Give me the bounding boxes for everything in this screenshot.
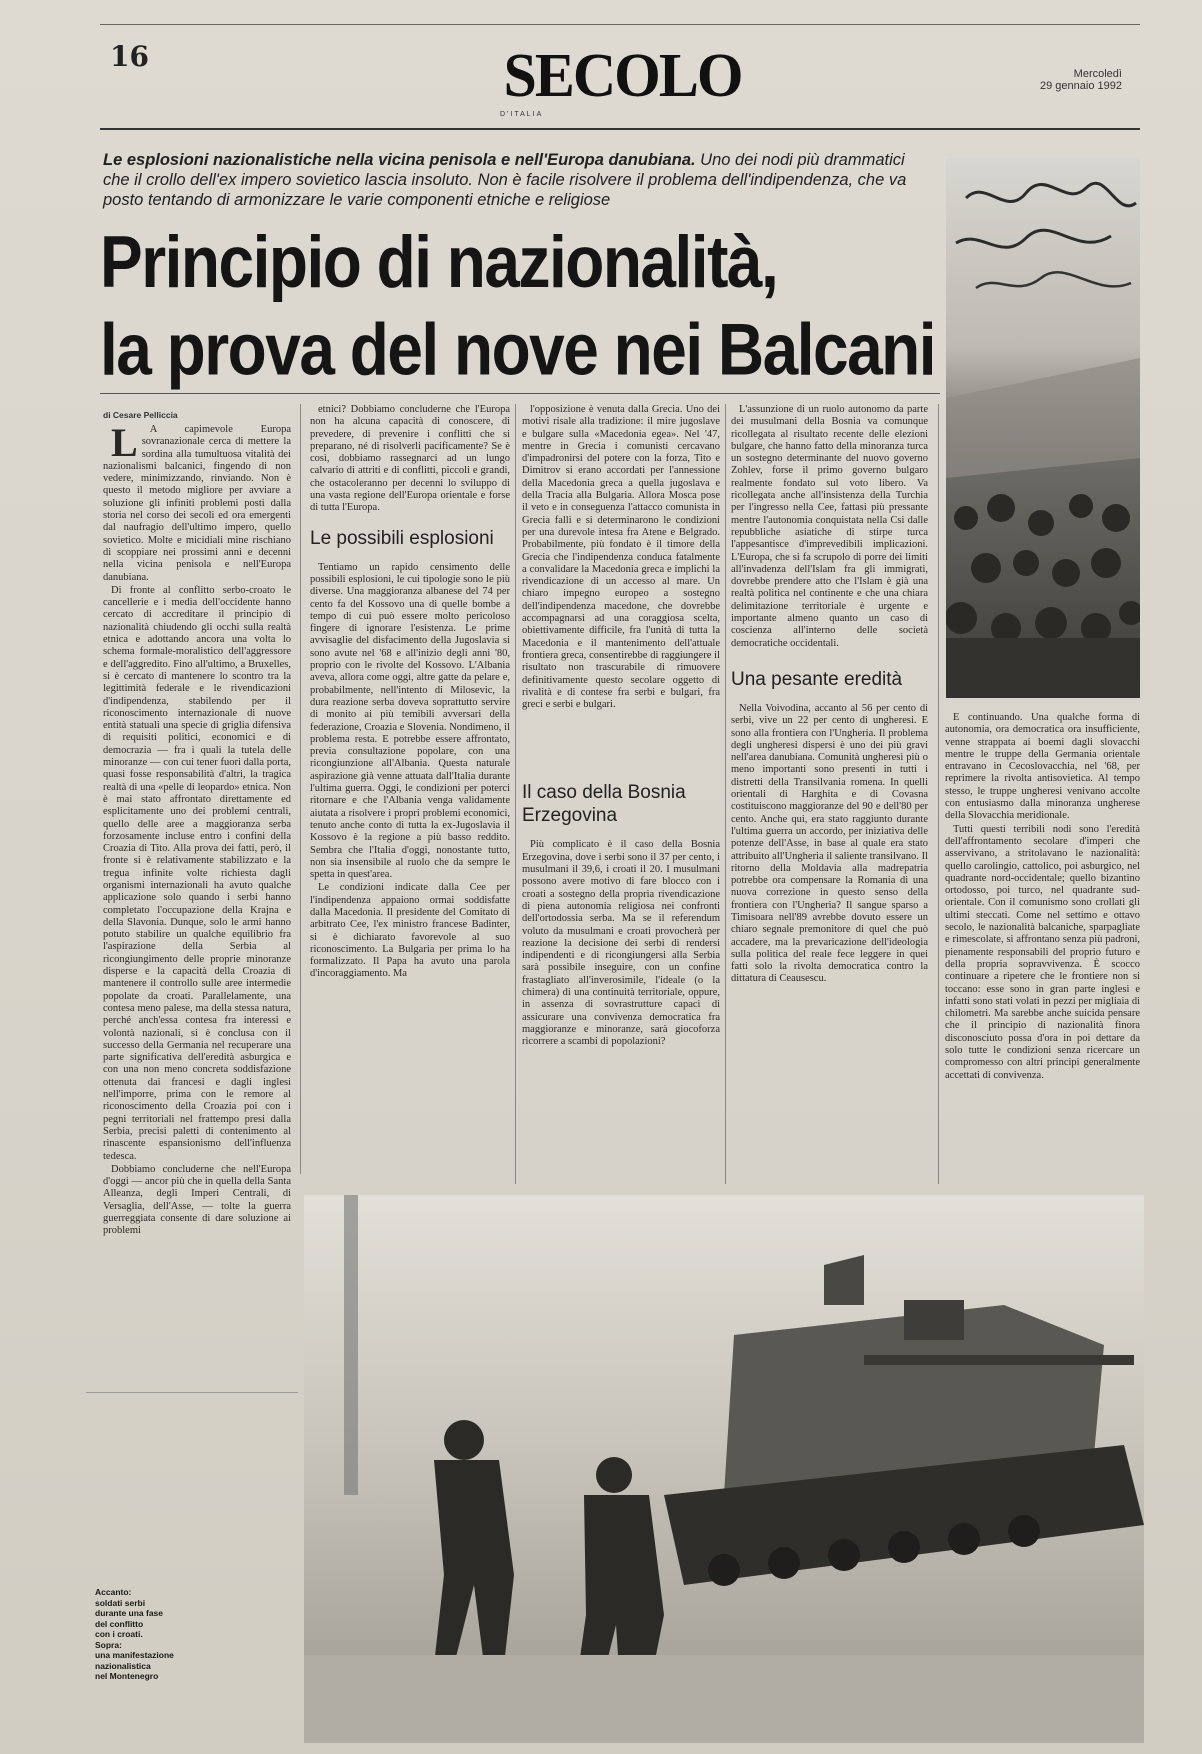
- article-column-5: [945, 712, 1140, 1184]
- masthead-title: SECOLO: [503, 40, 742, 110]
- col4-paragraph-2: Nella Voivodina, accanto al 56 per cento di serbi, vive un 22 per cento di ungheresi. E sono alla frontiera con l'Ungheria. Il problema degli ungheresi dispersi è uno dei più gravi nell'area danubiana. Comunità ungheresi più o meno importanti sono presenti in tutti i distretti della Transilvania romena. In quelli orientali di Harghita e di Covasna costituiscono maggioranze del 90 e dell'80 per cento. Anche qui, era stato raggiunto durante l'ultima guerra un accordo, per iniziativa delle potenze dell'Asse, in base al quale era stato attribuito all'Ungheria il saliente transilvano. Il ritorno della Moldavia alla madrepatria potrebbe ora compensare la Romania di una nuova correzione in questo senso della frontiera con l'Ungheria? Il sangue sparso a Timisoara nell'89 avrebbe dovuto essere un chiaro segnale premonitore di quel che può accadere, ma la prevaricazione dell'ideologia sulla politica del reale fece leggere in quei fatti solo la rivolta democratica contro la dittatura di Ceausescu.: [731, 702, 928, 985]
- kicker-bold: Le esplosioni nazionalistiche nella vicina penisola e nell'Europa danubiana.: [103, 151, 696, 169]
- col2-paragraph-2: Tentiamo un rapido censimento delle possibili esplosioni, le cui tipologie sono le più diverse. Una maggioranza albanese del 74 per cento fa del Kossovo una di quelle bombe a tempo di cui può essere molto pericoloso fingere di ignorare l'esistenza. Le prime avvisaglie del disfacimento della Jugoslavia si sono avute nel '68 e all'inizio degli anni '80, proprio con le rivolte del Kossovo. L'Albania aveva, allora come oggi, altre gatte da pelare e, probabilmente, nell'intento di Milosevic, la dura reazione serba doveva soprattutto servire di monito ai più temibili avversari della federazione, Croazia e Slovenia. Nondimeno, il problema resta. E potrebbe essere affrontato, previa consultazione popolare, con una ricongiunzione all'Albania. Questa naturale aspirazione già venne attuata dall'Italia durante l'ultima guerra. Oggi, le condizioni per poterci ritornare e che l'Albania venga validamente aiutata a risolvere i propri problemi economici, tenuto anche conto di tutta la ex-Jugoslavia il Kossovo è la regione a più basso reddito. Sembra che l'Italia d'oggi, nonostante tutto, non sia insensibile al ruolo che da sempre le spetta in quest'area.: [310, 561, 510, 881]
- col2-paragraph-1: etnici? Dobbiamo concluderne che l'Europa non ha alcuna capacità di conoscere, di prevedere, di prevenire i conflitti che si preparano, né di risolverli pacificamente? Se è così, dobbiamo rassegnarci ad un lungo calvario di attriti e di conflitti, piccoli e grandi, che ostacoleranno per decenni lo sviluppo di una vasta regione dell'Europa orientale e forse di tutta l'Europa.: [310, 404, 510, 514]
- photo-demonstration-image: [946, 158, 1140, 698]
- subhead-possibili-esplosioni: Le possibili esplosioni: [310, 527, 494, 549]
- photo-soldiers-tank-image: [304, 1195, 1144, 1743]
- masthead-subtitle: D'ITALIA: [500, 111, 544, 118]
- col1-paragraph-2: Di fronte al conflitto serbo-croato le cancellerie e i media dell'occidente hanno cercato di accreditare il principio di nazionalità chiudendo gli occhi sulla realtà etnica e adottando ancora una volta lo schema formale-moralistico dell'aggressore e dell'aggredito. Fino all'ultimo, a Bruxelles, si è cercato di mantenere lo scontro tra la legittimità federale e le rivendicazioni d'indipendenza, stabilendo per il riconoscimento internazionale di nuove entità statuali una specie di griglia difensiva di requisiti politici, economici e di democrazia — fra i quali la tutela delle minoranze — con cui tener fuori dalla porta, quasi fosse responsabilità d'altri, la tragica realtà di una «pelle di leopardo» etnica. Non è mai stato affrontato direttamente ed esplicitamente uno dei problemi centrali, quello delle aree a maggioranza serba forzosamente incluse entro i confini della Croazia di Tito. Alla prova dei fatti, però, il fronte si è relativamente stabilizzato e la tregua infinite volte richiesta dagli organismi internazionali ha avuto qualche applicazione solo quando i serbi hanno completato l'occupazione della Krajna e della Slavonia. Dunque, solo le armi hanno potuto stabilire un qualche equilibrio fra l'aspirazione della Serbia al ricongiungimento delle proprie minoranze disperse e la capacità della Croazia di mantenere il controllo sulle aree intermedie popolate da croati. Parallelamente, una contesa meno palese, ma della stessa natura, perché anch'essa contesa fra interessi e volontà nazionali, si è conclusa con il successo della Germania nel recuperare una parte significativa dell'eredità asburgica e con una non meno concreta soddisfazione ottenuta dai francesi e dagli inglesi nell'imporre, prima con le remore al riconoscimento della Croazia poi con i pegni territoriali nel frattempo presi dalla Serbia, precisi paletti di contenimento al rinascente espansionismo dell'influenza tedesca.: [103, 584, 291, 1162]
- col1-paragraph-3: Dobbiamo concluderne che nell'Europa d'oggi — ancor più che in quella della Santa Alleanza, degli Imperi Centrali, di Versaglia, dell'Asse, — tolte la guerra guerreggiata consente di dare soluzione ai problemi: [103, 1163, 291, 1237]
- masthead: [500, 40, 745, 138]
- subhead-pesante-eredita: Una pesante eredità: [731, 668, 903, 690]
- headline-rule: [100, 393, 940, 394]
- col2-paragraph-3: Le condizioni indicate dalla Cee per l'indipendenza appaiono ormai soddisfatte dalla Macedonia. Il presidente del Comitato di arbitrato Cee, l'ex ministro francese Badinter, si è dichiarato favorevole al suo riconoscimento. La Bulgaria per prima lo ha formalizzato. Il Papa ha avuto una parola d'incoraggiamento. Ma: [310, 882, 510, 980]
- col4-paragraph-1: L'assunzione di un ruolo autonomo da parte dei musulmani della Bosnia va comunque ricollegata al risultato recente delle elezioni bulgare, che hanno fatto della minoranza turca un sostegno determinante del nuovo governo Zohlev, forse il primo governo bulgaro realmente fondato sul voto libero. Va ricollegata anche all'insistenza della Turchia per l'ingresso nella Cee, fattasi più pressante mentre l'autonomia conquistata nella Csi dalle repubbliche asiatiche di stirpe turca l'appesantisce d'imprevedibili implicazioni. L'Europa, che si fa scrupolo di porre dei limiti all'invadenza dell'Islam fra gli immigrati, dovrebbe prendere atto che l'Islam è già una realtà politica nel continente e che una chiara delimitazione territoriale è urgente e importante almeno quanto un caso di coscienza all'interno delle società democratiche occidentali.: [731, 404, 928, 649]
- photo-demonstration: [946, 158, 1140, 698]
- page-number: 16: [110, 40, 149, 73]
- column-rule: [515, 404, 516, 1184]
- headline-line-1: Principio di nazionalità,: [100, 220, 778, 304]
- article-kicker: [103, 150, 933, 210]
- issue-day: Mercoledì: [1073, 68, 1122, 80]
- issue-date: [1040, 68, 1122, 92]
- photo-soldiers-tank: [304, 1195, 1144, 1743]
- col1-paragraph-1: L A capimevole Europa sovranazionale cerca di mettere la sordina alla tumultuosa vitalità dei nazionalismi balcanici, fingendo di non vedere, minimizzando, rinviando. Non è questo il metodo migliore per avviare a soluzione gli infiniti problemi posti dalla storia nel corso dei secoli ed ora emergenti dal naufragio dell'ultimo impero, quello sovietico. Molte e micidiali mine rischiano di scoppiare nei prossimi anni e decenni nella vicina penisola e nell'Europa danubiana.: [103, 424, 291, 583]
- byline: di Cesare Pelliccia: [103, 410, 178, 420]
- photo-caption: Accanto: soldati serbi durante una fase del conflitto con i croati. Sopra: una manifestazione nazionalistica nel Montenegro: [95, 1587, 174, 1681]
- column-rule: [300, 404, 301, 1174]
- caption-rule: [86, 1392, 298, 1393]
- col5-paragraph-2: Tutti questi terribili nodi sono l'eredità dell'affrontamento secolare d'imperi che asservivano, a stritolavano le nazionalità: quello carolingio, cattolico, poi asburgico, nel quadrante nord-occidentale; quello bizantino ortodosso, poi turco, nel quadrante sud-orientale. Con il comunismo sono crollati gli ultimi steccati. Come nel settimo e ottavo secolo, le nazionalità balcaniche, sparpagliate e rimescolate, si affrontano senza più padroni, pienamente responsabili del proprio futuro e della propria sopravvivenza. È scocco continuare a ripetere che le frontiere non si toccano: esse sono in gran parte inglesi e infatti sono stati volati in pezzi per migliaia di chilometri. Ma sarebbe anche suicida pensare che il principio di nazionalità finora disconosciuto possa d'ora in poi dettare da solo tutte le condizioni senza ricercare un compromesso con altri principi generalmente accettati di convivenza.: [945, 823, 1140, 1081]
- col3-paragraph-2: Più complicato è il caso della Bosnia Erzegovina, dove i serbi sono il 37 per cento, i musulmani il 39,6, i croati il 20. I musulmani possono avere motivo di fare blocco con i croati a sostegno della propria rivendicazione di piena autonomia religiosa nei confronti dell'ortodossia serba. Ma se il referendum voluto da musulmani e croati provocherà per reazione la decisione dei serbi di rendersi indipendenti e di ricongiungersi alla Serbia sarà possibile inseguire, con un confine frastagliato all'inverosimile, l'ideale (o la chimera) di una continuità territoriale, oppure, in assenza di sovrastrutture capaci di assicurare una convivenza democratica fra maggioranze e minoranze, sarà giocoforza ricorrere a scambi di popolazioni?: [522, 839, 720, 1048]
- article-column-4: [731, 404, 928, 1184]
- article-headline: [100, 218, 940, 393]
- subhead-bosnia-erzegovina: Il caso della Bosnia Erzegovina: [522, 782, 686, 827]
- masthead-rule: [100, 128, 1140, 130]
- column-rule: [725, 404, 726, 1184]
- top-rule: [100, 24, 1140, 25]
- drop-cap: L: [111, 424, 138, 465]
- article-column-3: [522, 404, 720, 1184]
- column-rule: [938, 404, 939, 1184]
- issue-full-date: 29 gennaio 1992: [1040, 80, 1122, 92]
- headline-line-2: la prova del nove nei Balcani: [100, 307, 936, 391]
- col5-paragraph-1: E continuando. Una qualche forma di autonomia, ora democratica ora insufficiente, venne strappata ai boemi dagli slovacchi mentre le truppe della Germania orientale entravano in Cecoslovacchia, nel '68, per reprimere la rivolta antisovietica. Al tempo stesso, le truppe ungheresi venivano accolte con entusiasmo dalla minoranza ungherese della Slovacchia meridionale.: [945, 712, 1140, 822]
- article-column-2: [310, 404, 510, 1324]
- article-column-1: [103, 424, 291, 1379]
- kicker-rest: Uno dei nodi più drammatici che il crollo dell'ex impero sovietico lascia insoluto. Non è facile risolvere il problema dell'indipendenza, che va posto tentando di armonizzare le varie componenti etniche e religiose: [103, 151, 907, 209]
- col3-paragraph-1: l'opposizione è venuta dalla Grecia. Uno dei motivi risale alla tradizione: il mire jugoslave e bulgare sulla «Macedonia egea». Nel '47, mentre in Grecia i comunisti cercavano d'impadronirsi del potere con la forza, Tito e Dimitrov si erano accordati per l'annessione della Macedonia greca a quella jugoslava e della Tracia alla Bulgaria. Allora Mosca pose il veto e in conseguenza l'attacco comunista in Grecia fallì e si determinarono le condizioni per una durevole intesa fra Atene e Belgrado. Probabilmente, più fondato è il timore della Grecia che l'indipendenza conduca fatalmente a convalidare la Macedonia greca e implichi la rivendicazione di un accesso al mare. Un chiaro impegno europeo a sostegno dell'indipendenza macedone, che dovrebbe accompagnarsi ad una coraggiosa scelta, obiettivamente difficile, fra l'unità di tutta la Macedonia e il mantenimento dell'attuale frontiera greca, consentirebbe di raggiungere il risultato non trascurabile di rimuovere definitivamente questo secolare oggetto di rivalità e di contese fra serbi e bulgari, fra greci e serbi e bulgari.: [522, 404, 720, 711]
